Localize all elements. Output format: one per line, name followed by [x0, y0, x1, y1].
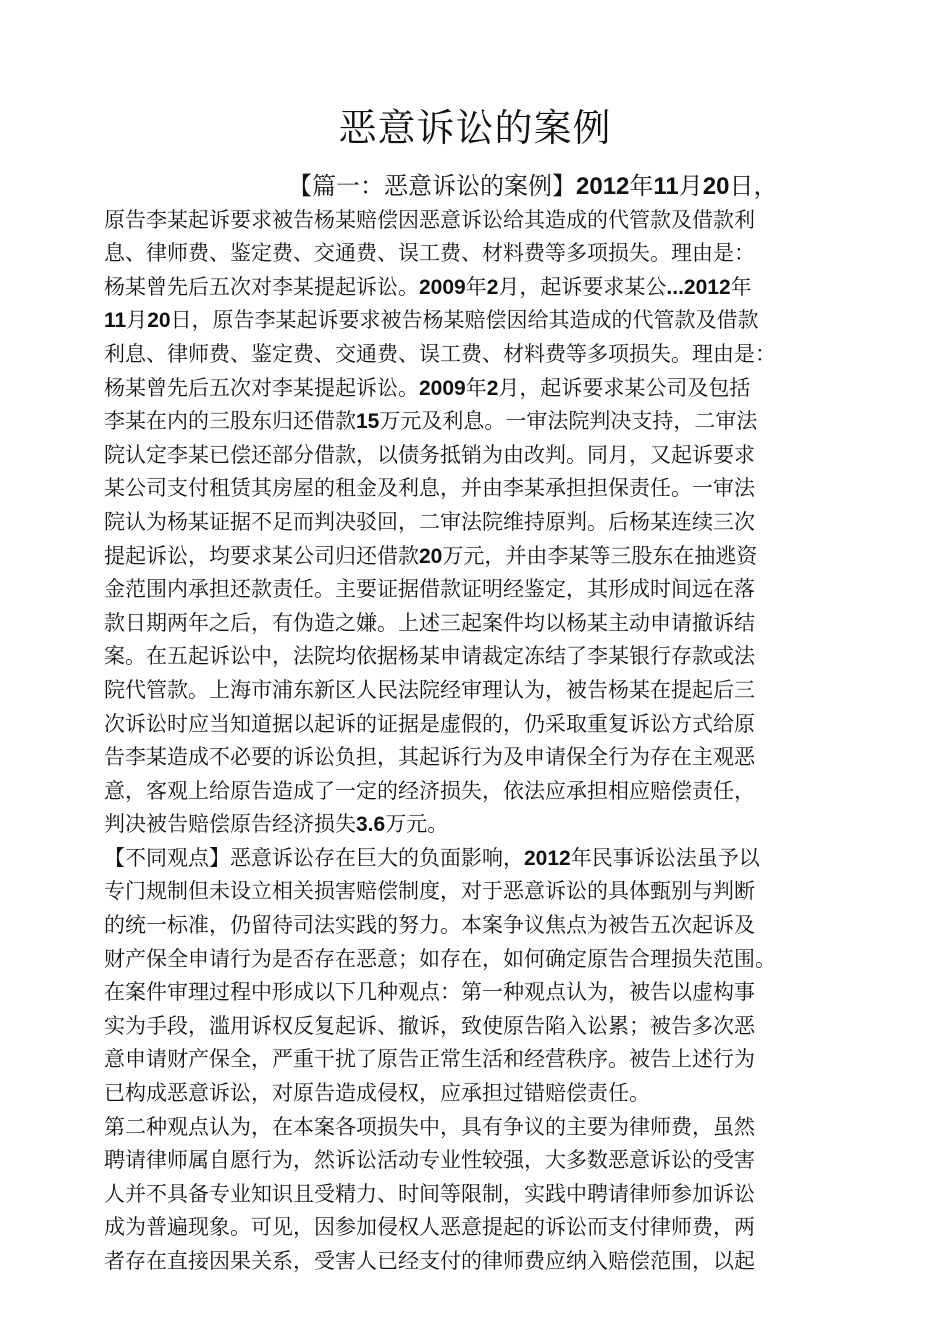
text-line: 息、律师费、鉴定费、交通费、误工费、材料费等多项损失。理由是： [104, 241, 755, 266]
text-line: 原告李某起诉要求被告杨某赔偿因恶意诉讼给其造成的代管款及借款利 [104, 207, 755, 232]
text-line: 意申请财产保全，严重干扰了原告正常生活和经营秩序。被告上述行为 [104, 1047, 755, 1072]
text-line: 判决被告赔偿原告经济损失3.6万元。 [104, 812, 449, 837]
text-line: 次诉讼时应当知道据以起诉的证据是虚假的，仍采取重复诉讼方式给原 [104, 711, 755, 736]
text-line: 专门规制但未设立相关损害赔偿制度，对于恶意诉讼的具体甄别与判断 [104, 879, 755, 904]
text-line: 第二种观点认为，在本案各项损失中，具有争议的主要为律师费，虽然 [104, 1114, 755, 1139]
text-line: 告李某造成不必要的诉讼负担，其起诉行为及申请保全行为存在主观恶 [104, 745, 755, 770]
text-line: 意，客观上给原告造成了一定的经济损失，依法应承担相应赔偿责任， [104, 778, 755, 803]
document-title: 恶意诉讼的案例 [338, 106, 612, 150]
text-line: 案。在五起诉讼中，法院均依据杨某申请裁定冻结了李某银行存款或法 [104, 644, 755, 669]
text-line: 11月20日，原告李某起诉要求被告杨某赔偿因给其造成的代管款及借款 [104, 308, 759, 333]
text-line: 款日期两年之后，有伪造之嫌。上述三起案件均以杨某主动申请撤诉结 [104, 610, 755, 635]
text-line: 利息、律师费、鉴定费、交通费、误工费、材料费等多项损失。理由是： [104, 341, 776, 366]
text-line: 杨某曾先后五次对李某提起诉讼。2009年2月，起诉要求某公司及包括 [104, 375, 751, 400]
text-line: 在案件审理过程中形成以下几种观点：第一种观点认为，被告以虚构事 [104, 980, 755, 1005]
document-body [104, 170, 874, 1279]
text-line: 院认定李某已偿还部分借款，以债务抵销为由改判。同月，又起诉要求 [104, 442, 755, 467]
text-line: 已构成恶意诉讼，对原告造成侵权，应承担过错赔偿责任。 [104, 1081, 650, 1106]
text-line: 财产保全申请行为是否存在恶意；如存在，如何确定原告合理损失范围。 [104, 946, 776, 971]
text-line: 聘请律师属自愿行为，然诉讼活动专业性较强，大多数恶意诉讼的受害 [104, 1148, 755, 1173]
text-line: 某公司支付租赁其房屋的租金及利息，并由李某承担担保责任。一审法 [104, 476, 755, 501]
text-line: 杨某曾先后五次对李某提起诉讼。2009年2月，起诉要求某公...2012年 [104, 274, 752, 299]
text-line: 的统一标准，仍留待司法实践的努力。本案争议焦点为被告五次起诉及 [104, 913, 755, 938]
text-line: 李某在内的三股东归还借款15万元及利息。一审法院判决支持，二审法 [104, 409, 758, 434]
text-line: 人并不具备专业知识且受精力、时间等限制，实践中聘请律师参加诉讼 [104, 1181, 755, 1206]
text-line: 金范围内承担还款责任。主要证据借款证明经鉴定，其形成时间远在落 [104, 577, 755, 602]
text-line: 者存在直接因果关系，受害人已经支付的律师费应纳入赔偿范围，以起 [104, 1249, 755, 1273]
text-line: 【不同观点】恶意诉讼存在巨大的负面影响，2012年民事诉讼法虽予以 [104, 845, 760, 870]
text-line: 成为普遍现象。可见，因参加侵权人恶意提起的诉讼而支付律师费，两 [104, 1215, 755, 1240]
text-line: 【篇一：恶意诉讼的案例】2012年11月20日， [288, 172, 778, 200]
text-line: 院代管款。上海市浦东新区人民法院经审理认为，被告杨某在提起后三 [104, 677, 755, 702]
text-line: 院认为杨某证据不足而判决驳回，二审法院维持原判。后杨某连续三次 [104, 509, 755, 534]
text-line: 实为手段，滥用诉权反复起诉、撤诉，致使原告陷入讼累；被告多次恶 [104, 1013, 755, 1038]
text-line: 提起诉讼，均要求某公司归还借款20万元，并由李某等三股东在抽逃资 [104, 543, 758, 568]
